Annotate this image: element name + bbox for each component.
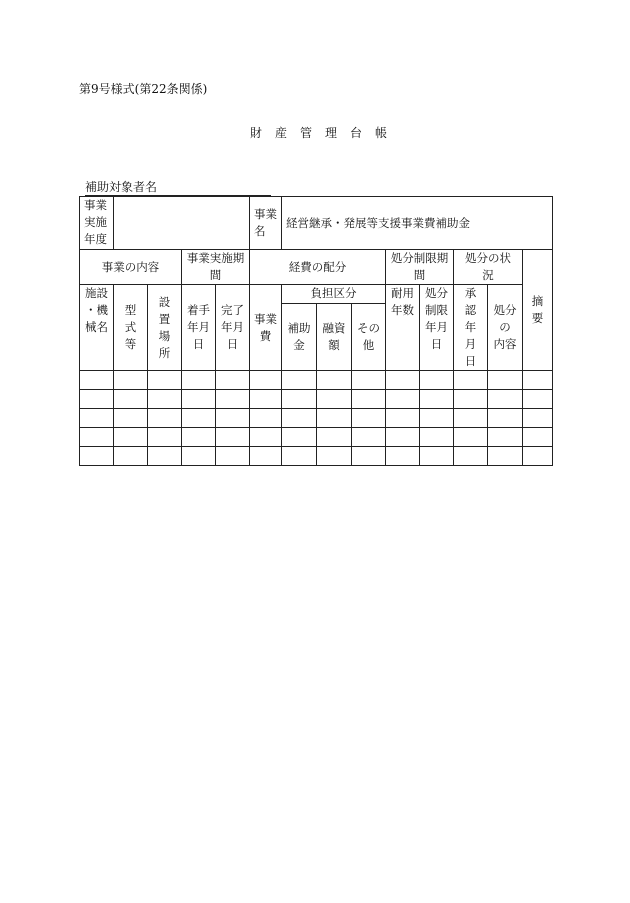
- table-cell[interactable]: [80, 447, 114, 466]
- table-cell[interactable]: [352, 409, 386, 428]
- table-cell[interactable]: [386, 409, 420, 428]
- table-cell[interactable]: [488, 447, 523, 466]
- header-approval-date: 承 認 年 月 日: [454, 285, 488, 371]
- table-cell[interactable]: [317, 428, 352, 447]
- table-cell[interactable]: [386, 447, 420, 466]
- table-cell[interactable]: [488, 409, 523, 428]
- property-ledger-table: [79, 196, 553, 466]
- table-cell[interactable]: [317, 409, 352, 428]
- table-cell[interactable]: [216, 390, 250, 409]
- table-cell[interactable]: [317, 371, 352, 390]
- table-cell[interactable]: [420, 390, 454, 409]
- table-cell[interactable]: [148, 371, 182, 390]
- table-cell[interactable]: [488, 371, 523, 390]
- header-remarks: 摘 要: [523, 250, 553, 371]
- table-cell[interactable]: [282, 428, 317, 447]
- project-name-value-cell: 経営継承・発展等支援事業費補助金: [282, 197, 553, 250]
- table-cell[interactable]: [352, 371, 386, 390]
- table-cell[interactable]: [420, 428, 454, 447]
- table-cell[interactable]: [250, 447, 282, 466]
- table-cell[interactable]: [282, 390, 317, 409]
- table-cell[interactable]: [454, 447, 488, 466]
- table-cell[interactable]: [80, 390, 114, 409]
- table-cell[interactable]: [523, 409, 553, 428]
- header-period: 事業実施期 間: [182, 250, 250, 285]
- table-cell[interactable]: [182, 390, 216, 409]
- table-cell[interactable]: [386, 428, 420, 447]
- table-cell[interactable]: [386, 390, 420, 409]
- recipient-name-field: 補助対象者名: [85, 180, 271, 196]
- table-cell[interactable]: [454, 371, 488, 390]
- form-number: 第9号様式(第22条関係): [79, 82, 208, 96]
- table-cell[interactable]: [523, 428, 553, 447]
- table-cell[interactable]: [317, 390, 352, 409]
- year-value-cell[interactable]: [114, 197, 250, 250]
- header-row-2: [80, 285, 553, 304]
- table-cell[interactable]: [148, 447, 182, 466]
- table-cell[interactable]: [250, 390, 282, 409]
- header-content: 事業の内容: [80, 250, 182, 285]
- table-row: [80, 390, 553, 409]
- header-other: その 他: [352, 303, 386, 370]
- document-title: 財産管理台帳: [250, 126, 401, 140]
- table-cell[interactable]: [216, 371, 250, 390]
- table-cell[interactable]: [454, 390, 488, 409]
- header-project-cost: 事業 費: [250, 285, 282, 371]
- table-cell[interactable]: [282, 371, 317, 390]
- header-loan: 融資 額: [317, 303, 352, 370]
- table-cell[interactable]: [420, 447, 454, 466]
- table-cell[interactable]: [282, 409, 317, 428]
- table-cell[interactable]: [352, 428, 386, 447]
- year-label-cell: 事業 実施 年度: [80, 197, 114, 250]
- table-cell[interactable]: [420, 371, 454, 390]
- header-row-1: [80, 250, 553, 285]
- table-cell[interactable]: [250, 409, 282, 428]
- table-cell[interactable]: [488, 390, 523, 409]
- table-cell[interactable]: [352, 390, 386, 409]
- header-end-date: 完了 年月 日: [216, 285, 250, 371]
- table-cell[interactable]: [80, 409, 114, 428]
- header-useful-life: 耐用 年数: [386, 285, 420, 371]
- table-cell[interactable]: [148, 428, 182, 447]
- info-row: [80, 197, 553, 250]
- table-cell[interactable]: [282, 447, 317, 466]
- header-model: 型 式 等: [114, 285, 148, 371]
- table-cell[interactable]: [523, 390, 553, 409]
- header-allocation: 経費の配分: [250, 250, 386, 285]
- table-cell[interactable]: [114, 428, 148, 447]
- header-location: 設 置 場 所: [148, 285, 182, 371]
- table-cell[interactable]: [420, 409, 454, 428]
- table-cell[interactable]: [523, 371, 553, 390]
- table-cell[interactable]: [352, 447, 386, 466]
- table-cell[interactable]: [114, 390, 148, 409]
- table-cell[interactable]: [488, 428, 523, 447]
- table-cell[interactable]: [114, 447, 148, 466]
- table-cell[interactable]: [216, 447, 250, 466]
- table-row: [80, 447, 553, 466]
- header-start-date: 着手 年月 日: [182, 285, 216, 371]
- table-cell[interactable]: [148, 390, 182, 409]
- header-status: 処分の状 況: [454, 250, 523, 285]
- table-cell[interactable]: [182, 371, 216, 390]
- table-cell[interactable]: [250, 371, 282, 390]
- table-cell[interactable]: [454, 409, 488, 428]
- table-cell[interactable]: [250, 428, 282, 447]
- table-cell[interactable]: [317, 447, 352, 466]
- table-cell[interactable]: [386, 371, 420, 390]
- table-cell[interactable]: [216, 428, 250, 447]
- table-cell[interactable]: [114, 371, 148, 390]
- table-row: [80, 428, 553, 447]
- table-cell[interactable]: [148, 409, 182, 428]
- table-row: [80, 371, 553, 390]
- table-cell[interactable]: [182, 447, 216, 466]
- project-name-label-cell: 事業 名: [250, 197, 282, 250]
- table-cell[interactable]: [216, 409, 250, 428]
- table-cell[interactable]: [80, 428, 114, 447]
- table-row: [80, 409, 553, 428]
- header-limit-period: 処分制限期 間: [386, 250, 454, 285]
- table-cell[interactable]: [182, 428, 216, 447]
- data-rows: [80, 371, 553, 466]
- table-cell[interactable]: [454, 428, 488, 447]
- header-disposal-content: 処分 の 内容: [488, 285, 523, 371]
- header-facility: 施設 ・機 械名: [80, 285, 114, 371]
- header-burden: 負担区分: [282, 285, 386, 304]
- table-cell[interactable]: [80, 371, 114, 390]
- header-limit-date: 処分 制限 年月 日: [420, 285, 454, 371]
- header-subsidy: 補助 金: [282, 303, 317, 370]
- table-cell[interactable]: [182, 409, 216, 428]
- table-cell[interactable]: [523, 447, 553, 466]
- table-cell[interactable]: [114, 409, 148, 428]
